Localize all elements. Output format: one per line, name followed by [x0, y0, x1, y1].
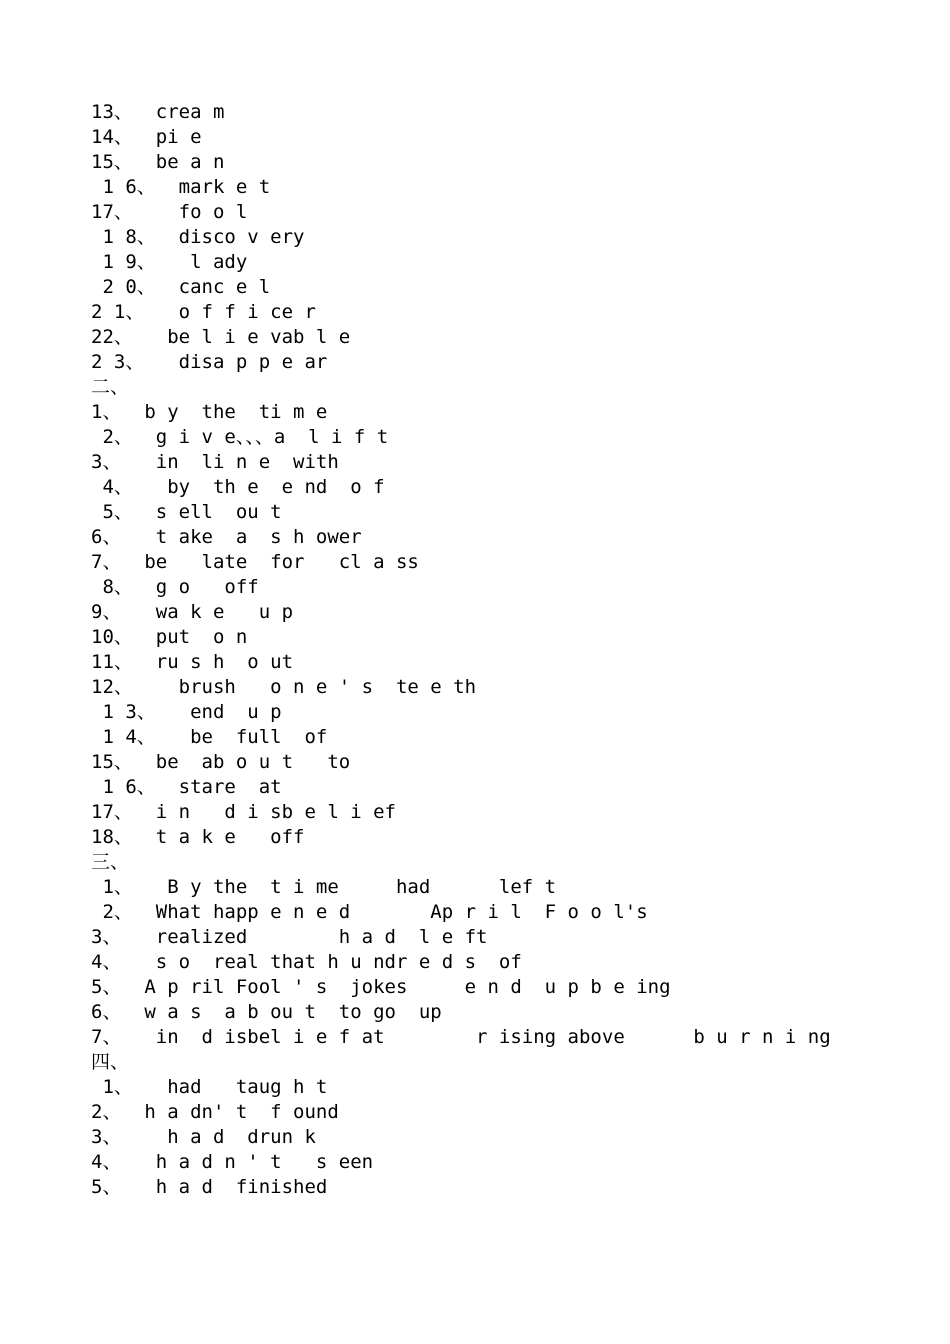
text-line: 1、 B y the t i me had lef t [91, 876, 557, 898]
text-line: 15、 be ab o u t to [91, 751, 351, 773]
section-heading: 三、 [91, 851, 130, 873]
text-line: 3、 realized h a d l e ft [91, 926, 488, 948]
text-line: 8、 g o off [91, 576, 259, 598]
text-line: 5、 h a d finished [91, 1176, 328, 1198]
section-heading: 四、 [91, 1051, 130, 1073]
text-line: 1、 had taug h t [91, 1076, 328, 1098]
text-line: 17、 fo o l [91, 201, 248, 223]
text-line: 5、 A p ril Fool ' s jokes e n d u p b e ing [91, 976, 671, 998]
text-line: 5、 s ell ou t [91, 501, 282, 523]
text-line: 12、 brush o n e ' s te e th [91, 676, 477, 698]
text-line: 6、 t ake a s h ower [91, 526, 362, 548]
text-line: 1 6、 stare at [91, 776, 282, 798]
text-line: 7、 in d isbel i e f at r ising above b u r n i ng [91, 1026, 831, 1048]
text-line: 2、 h a dn' t f ound [91, 1101, 339, 1123]
text-line: 22、 be l i e vab l e [91, 326, 351, 348]
text-line: 9、 wa k e u p [91, 601, 294, 623]
text-line: 3、 h a d drun k [91, 1126, 316, 1148]
text-line: 3、 in li n e with [91, 451, 339, 473]
text-line: 1 3、 end u p [91, 701, 282, 723]
text-line: 1 4、 be full of [91, 726, 328, 748]
text-line: 15、 be a n [91, 151, 225, 173]
text-line: 17、 i n d i sb e l i ef [91, 801, 396, 823]
text-line: 11、 ru s h o ut [91, 651, 294, 673]
text-line: 1 6、 mark e t [91, 176, 271, 198]
text-line: 1 9、 l ady [91, 251, 248, 273]
text-line: 18、 t a k e off [91, 826, 305, 848]
text-line: 2 3、 disa p p e ar [91, 351, 328, 373]
text-line: 2、 What happ e n e d Ap r i l F o o l's [91, 901, 648, 923]
text-line: 6、 w a s a b ou t to go up [91, 1001, 442, 1023]
section-heading: 二、 [91, 376, 130, 398]
text-line: 4、 h a d n ' t s een [91, 1151, 374, 1173]
text-line: 10、 put o n [91, 626, 248, 648]
text-line: 4、 by th e e nd o f [91, 476, 385, 498]
text-line: 2 1、 o f f i ce r [91, 301, 316, 323]
text-line: 7、 be late for cl a ss [91, 551, 419, 573]
text-line: 13、 crea m [91, 101, 225, 123]
text-line: 2、 g i v e、、、a l i f t [91, 426, 389, 448]
text-line: 4、 s o real that h u ndr e d s of [91, 951, 522, 973]
text-line: 1 8、 disco v ery [91, 226, 305, 248]
text-line: 14、 pi e [91, 126, 202, 148]
text-line: 1、 b y the ti m e [91, 401, 328, 423]
text-line: 2 0、 canc e l [91, 276, 271, 298]
